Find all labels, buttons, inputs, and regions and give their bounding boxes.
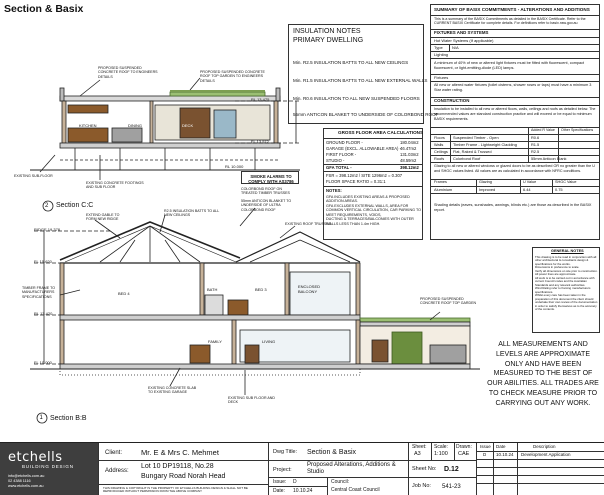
added-r-header: Added R Value bbox=[531, 128, 555, 132]
insulation-line: Min. R0.6 INSULATION TO ALL NEW SUSPENDED FLOORS bbox=[293, 96, 420, 101]
callout: EXISTING SUB FLOOR AND DECK bbox=[228, 396, 275, 405]
title-block bbox=[0, 442, 604, 495]
fsr-ratio: FLOOR SPACE RATIO = 0.31:1 bbox=[326, 179, 386, 184]
company-logo-block bbox=[0, 443, 98, 495]
general-note: This drawing is to be read in conjunction with all other architectural & consultants design & specifications for the works. bbox=[535, 255, 597, 266]
room-label-bath: BATH bbox=[207, 287, 218, 292]
type-label: Type bbox=[434, 45, 443, 50]
glazing-shgc-header: SHGC Value bbox=[555, 180, 577, 184]
other-spec-header: Other Specifications bbox=[561, 128, 594, 132]
construction-text: Insulation to be installed to all new or altered floors, walls, ceilings and roofs as detailed below. The recommended values are standard construction practice and will exceed or be equal to minimum BASIX requirements. bbox=[434, 107, 596, 121]
gfa-row-label: GROUND FLOOR - bbox=[326, 140, 363, 145]
basix-intro: This is a summary of the BASIX Commitments as detailed in the BASIX Certificate. Refer to the CURRENT BASIX Certificate for complete details. For definitions refer to basix.nsw.gov.au bbox=[434, 17, 586, 26]
gfa-row-label: STUDIO - bbox=[326, 158, 345, 163]
general-note: Dimensions in preference to scale. bbox=[535, 265, 580, 270]
company-phone: 02 4388 1116 bbox=[8, 479, 31, 483]
sheet-value: A3 bbox=[414, 451, 421, 457]
glazing-u-value: 6.44 bbox=[523, 187, 531, 192]
fixtures-text: All new or altered water fixtures (toilet cisterns, shower roses or taps) must have a minimum 3 Star water rating. bbox=[434, 83, 592, 92]
job-no-value: 541-23 bbox=[442, 484, 461, 490]
copyright-note: THIS DRAWING & COPYRIGHT IS THE PROPERTY OF ETCHELLS BUILDING DESIGN & SHALL NOT BE REPRODUCED WITHOUT PERMISSION FROM THE ABOVE COMPANY bbox=[103, 486, 248, 494]
date-value: 10.10.24 bbox=[293, 488, 313, 494]
callout: 55mm ANTICON BLANKET TO UNDERSIDE OF ULTRA COLORBOND ROOF bbox=[241, 199, 292, 212]
gfa-row-label: FIRST FLOOR - bbox=[326, 152, 357, 157]
section-bb-number: 1 bbox=[39, 415, 43, 421]
room-label-enclosed: ENCLOSED BALCONY bbox=[298, 284, 321, 294]
general-note: Verify all dimensions on site prior to construction. bbox=[535, 268, 598, 273]
rl-label: FL 13.572 bbox=[251, 139, 269, 144]
address-label: Address: bbox=[105, 468, 129, 474]
con-row-desc: Flat, Raked & Trussed bbox=[453, 149, 492, 154]
section-cc-number: 2 bbox=[45, 203, 49, 209]
con-row-desc: Colorbond Roof bbox=[453, 156, 481, 161]
type-value: N/A bbox=[452, 45, 459, 50]
con-row-part: Floors bbox=[434, 135, 445, 140]
hot-water-label: Hot Water Systems (If applicable) bbox=[434, 38, 494, 43]
revision-table bbox=[476, 443, 604, 495]
callout: EXTEND GABLE TO FORM NEW RIDGE bbox=[86, 213, 120, 222]
rev-desc: Development Application bbox=[521, 452, 571, 457]
rl-label: FL 15.620 bbox=[34, 259, 52, 264]
lighting-heading: Lighting bbox=[434, 52, 449, 57]
drawn-value: CAE bbox=[458, 451, 470, 457]
section-cc-label: Section C:C bbox=[56, 202, 94, 209]
con-row-val: 55mm Anticon Blank bbox=[531, 156, 567, 161]
insulation-heading: INSULATION NOTES bbox=[293, 28, 361, 35]
rl-label: RIDGE 19.378 bbox=[34, 227, 61, 232]
project-value: Proposed Alterations, Additions & Studio bbox=[307, 462, 396, 475]
company-email: info@etchells.com.au bbox=[8, 474, 45, 478]
callout: PROPOSED SUSPENDED CONCRETE ROOF TOP GARDEN bbox=[420, 297, 477, 306]
general-note: Whilst every care has been taken in the preparation of this document the client should undertake their own review of the documentation in order to satisfy themselves as to the accuracy of the contents. bbox=[535, 293, 598, 312]
general-note: All work is to be carried out in accordance with current Council codes and the Australian Standards and any relevant authorities. bbox=[535, 275, 595, 287]
client-value: Mr. E & Mrs C. Mehmet bbox=[141, 448, 219, 457]
rl-label: RL 13.420 bbox=[34, 311, 53, 316]
roof-garden bbox=[170, 92, 265, 96]
address-line2: Bungary Road Norah Head bbox=[141, 473, 226, 480]
insulation-line: Min. R2.5 INSULATION BATTS TO ALL NEW CEILINGS bbox=[293, 60, 409, 65]
con-row-val: R0.6 bbox=[531, 135, 540, 140]
room-label-dining: DINING bbox=[128, 123, 142, 128]
disclaimer-note: ALL MEASUREMENTS AND LEVELS ARE APPROXIMATE ONLY AND HAVE BEEN MEASURED TO THE BEST OF OUR ABILITIES. ALL TRADES ARE TO CHECK MEASURE PRIOR TO CARRYING OUT ANY WORK. bbox=[487, 341, 599, 407]
sheet-no-value: D.12 bbox=[444, 466, 459, 473]
client-label: Client: bbox=[105, 450, 123, 456]
glazing-frame-value: Aluminium bbox=[434, 187, 453, 192]
callout: R2.5 INSULATION BATTS TO ALL NEW CEILINGS bbox=[164, 209, 220, 218]
company-web: www.etchells.com.au bbox=[8, 484, 44, 488]
fixtures-subheading: Fixtures bbox=[434, 75, 449, 80]
glazing-shgc-value: 0.75 bbox=[555, 187, 563, 192]
gfa-row-value: 131.03m2 bbox=[400, 152, 419, 157]
rev-issue-header: Issue bbox=[480, 444, 491, 449]
sheet-heading: Section & Basix bbox=[4, 3, 84, 15]
scale-value: 1:100 bbox=[434, 451, 448, 457]
basix-title: SUMMARY OF BASIX COMMITMENTS - ALTERATIONS AND ADDITIONS bbox=[434, 7, 590, 12]
room-label-deck: DECK bbox=[182, 123, 194, 128]
fsr-formula: FSR = 398.12m2 / SITE 1296m2 = 0.307 bbox=[326, 173, 403, 178]
rl-label: RL 13.475 bbox=[251, 97, 270, 102]
insulation-line: 55mm ANTICON BLANKET TO UNDERSIDE OF COLORBOND ROOF bbox=[293, 112, 439, 117]
callout: EXISTING ROOF TRUSSES bbox=[285, 222, 332, 226]
con-row-val: R1.5 bbox=[531, 142, 540, 147]
callout: EXISTING CONCRETE SLAB TO EXISTING GARAGE bbox=[148, 386, 197, 395]
gfa-note: DUCTING & TERRACES/BALCONIES WITH OUTER WALLS LESS THAN 1.4m HIGH. bbox=[326, 217, 414, 226]
callout: COLORBOND ROOF ON TREATED TIMBER TRUSSES bbox=[241, 187, 290, 196]
scale-label: Scale: bbox=[434, 444, 448, 450]
general-notes-heading: GENERAL NOTES bbox=[551, 249, 584, 253]
rev-date-header: Date bbox=[496, 444, 506, 449]
address-line1: Lot 10 DP19118, No.28 bbox=[141, 463, 214, 470]
gfa-row-label: GARAGE (EXCL. ALLOWABLE AREA) - bbox=[326, 146, 402, 151]
gfa-total-value: 398.12m2 bbox=[400, 165, 419, 170]
insulation-subheading: PRIMARY DWELLING bbox=[293, 37, 364, 44]
rev-desc-header: Description bbox=[533, 444, 556, 449]
general-note: Wind Rating refer to framing manufacturers specifications. bbox=[535, 286, 591, 294]
council-value: Central Coast Council bbox=[331, 487, 380, 493]
rev-date: 10.10.24 bbox=[496, 452, 514, 457]
con-row-part: Walls bbox=[434, 142, 444, 147]
sheet-no-label: Sheet No: bbox=[412, 466, 437, 472]
callout: EXISTING SUB-FLOOR bbox=[14, 174, 53, 178]
roof-slab bbox=[60, 96, 280, 101]
glazing-text: Glazing to all new or altered windows or glazed doors to be as described OR no greater than the U and SHGC values listed. All values are as calculated in accordance with NFRC conditions. bbox=[434, 164, 595, 173]
gfa-total-label: GFA TOTAL - bbox=[326, 165, 352, 170]
room-label-living: LIVING bbox=[262, 339, 276, 344]
lighting-text: A minimum of 40% of new or altered light fixtures must be fitted with fluorescent, compact fluorescent, or light-emitting-diode (LED) lamps. bbox=[434, 61, 585, 70]
gfa-note: GFA INCLUDES EXISTING AREAS & PROPOSED ADDITION AREAS. bbox=[326, 195, 410, 204]
room-label-family: FAMILY bbox=[208, 339, 222, 344]
glazing-frame-header: Frames bbox=[434, 180, 447, 184]
callout: TIMBER FRAME TO MANUFACTURERS SPECIFICATIONS bbox=[22, 286, 56, 299]
gfa-row-value: 46.47m2 bbox=[400, 146, 417, 151]
rev-issue: D bbox=[483, 452, 487, 457]
con-row-desc: Timber Frame - Lightweight Cladding bbox=[453, 142, 517, 147]
gfa-row-value: 180.04m2 bbox=[400, 140, 419, 145]
gfa-note: GFA EXCLUDES EXTERNAL WALLS, AREA FOR COMMON VERTICAL CIRCULATION, CAR PARKING TO MEET REQUIREMENTS, VOIDS, bbox=[326, 203, 421, 217]
dwg-title-value: Section & Basix bbox=[307, 449, 357, 456]
issue-label: Issue: bbox=[273, 479, 287, 485]
section-bb-label: Section B:B bbox=[50, 415, 87, 422]
room-label-kitchen: KITCHEN bbox=[79, 123, 97, 128]
callout: PROPOSED SUSPENDED CONCRETE ROOF TO ENGINEERS DETAILS bbox=[98, 66, 158, 79]
dwg-title-label: Dwg Title: bbox=[273, 449, 298, 455]
sheet-label: Sheet: bbox=[412, 444, 427, 450]
gfa-notes-heading: NOTES: bbox=[326, 188, 342, 193]
con-row-part: Ceilings bbox=[434, 149, 448, 154]
shading-text: Shading details (eaves, sunshades, awnings, blinds etc.) are those as described in the BASIX report. bbox=[434, 203, 592, 212]
gfa-title: GROSS FLOOR AREA CALCULATIONS bbox=[338, 130, 424, 135]
insulation-line: Min. R1.5 INSULATION BATTS TO ALL NEW EXTERNAL WALLS bbox=[293, 78, 428, 83]
job-no-label: Job No: bbox=[412, 483, 431, 489]
glazing-u-header: U Value bbox=[523, 180, 537, 184]
issue-value: D bbox=[293, 479, 297, 485]
smoke-alarm-note: SMOKE ALARMS TO COMPLY WITH AS3786 bbox=[248, 173, 294, 184]
company-subtitle: BUILDING DESIGN bbox=[22, 464, 74, 469]
room-label-bed3: BED 3 bbox=[255, 287, 267, 292]
council-label: Council: bbox=[331, 479, 350, 485]
drawn-label: Drawn: bbox=[456, 444, 472, 450]
glazing-glass-value: Improved bbox=[479, 187, 496, 192]
fixtures-heading: FIXTURES AND SYSTEMS bbox=[434, 30, 489, 35]
callout: PROPOSED SUSPENDED CONCRETE ROOF TOP GARDEN TO ENGINEERS DETAILS bbox=[200, 70, 265, 83]
room-label-bed4: BED 4 bbox=[118, 291, 130, 296]
date-label: Date: bbox=[273, 488, 285, 494]
gfa-row-value: 48.59m2 bbox=[400, 158, 417, 163]
construction-heading: CONSTRUCTION bbox=[434, 98, 470, 103]
project-label: Project: bbox=[273, 467, 292, 473]
con-row-val: R2.5 bbox=[531, 149, 540, 154]
company-name: etchells bbox=[8, 450, 63, 465]
callout: EXISTING CONCRETE FOOTINGS AND SUB FLOOR bbox=[86, 181, 144, 190]
glazing-glass-header: Glazing bbox=[479, 180, 492, 184]
con-row-desc: Suspended Timber - Open bbox=[453, 135, 499, 140]
general-note: All power lines are approximate. bbox=[535, 272, 577, 277]
rl-label: RL 10.000 bbox=[225, 164, 244, 169]
con-row-part: Roofs bbox=[434, 156, 445, 161]
rl-label: FL 10.000 bbox=[34, 360, 52, 365]
